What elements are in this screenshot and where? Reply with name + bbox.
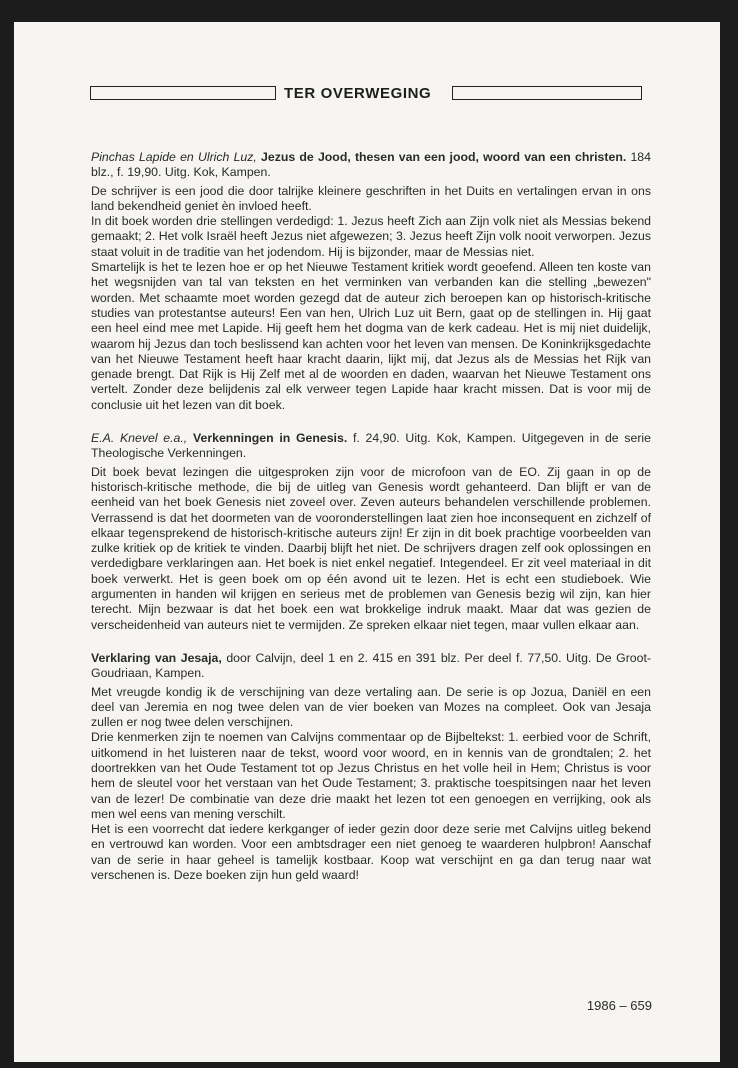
review-genesis — [91, 431, 651, 633]
page — [14, 22, 720, 1062]
book-citation — [91, 651, 651, 682]
review-paragraph: Drie kenmerken zijn te noemen van Calvijns commentaar op de Bijbeltekst: 1. eerbied voor de Schrift, uitkomend in het luisteren naar de tekst, woord voor woord, en in kennis van de grondtalen; 2. het doortrekken van het Oude Testament tot op Jezus Christus en het volle heil in Hem; Christus is voor hem de sleutel voor het verstaan van het Oude Testament; 3. praktische toespitsingen naar het leven van de lezer! De combinatie van deze drie maakt het lezen tot een genoegen en verrijking, ook als men wel eens van mening verschilt. — [91, 730, 651, 821]
book-details: 184 blz., f. 19,90. Uitg. Kok, Kampen. — [91, 150, 651, 180]
review-paragraph: Smartelijk is het te lezen hoe er op het Nieuwe Testament kritiek wordt geoefend. Alleen ten koste van het wegsnijden van tal van teksten en het verminken van verbanden kan die stelling „bewezen" worden. Met schaamte moet worden gezegd dat de auteur zich beroepen kan op historisch-kritische studies van protestantse auteurs! Een van hen, Ulrich Luz uit Bern, gaat op de stellingen in. Hij gaat een heel eind mee met Lapide. Hij geeft hem het dogma van de kerk cadeau. Het is mij niet duidelijk, waarom hij Jezus dan toch beslissend kan achten voor het leven van mensen. De Koninkrijksgedachte van het Nieuwe Testament heeft haar kracht daarin, lijkt mij, dat Jezus als de Messias het Rijk van genade brengt. Dat Rijk is Hij Zelf met al de woorden en daden, waarvan het Nieuwe Testament ons vertelt. Zonder deze belijdenis zal elk verweer tegen Lapide haar kracht missen. Dat is voor mij de conclusie uit het lezen van dit boek. — [91, 260, 651, 412]
review-paragraph: Dit boek bevat lezingen die uitgesproken zijn voor de microfoon van de EO. Zij gaan in op de historisch-kritische methode, die bij de uitleg van Genesis wordt gehanteerd. Dan blijft er van de eenheid van het boek Genesis niet zoveel over. Zeven auteurs behandelen verschillende problemen. Verrassend is dat het doormeten van de vooronderstellingen laat zien hoe inconsequent en zichzelf of elkaar tegensprekend de historisch-kritische auteurs zijn! Er zijn in dit boek prachtige voorbeelden van zulke kritiek op de kritiek te vinden. Daarbij blijft het niet. De schrijvers dragen zelf ook oplossingen en verdedigbare verklaringen aan. Het boek is niet enkel negatief. Integendeel. Er zit veel materiaal in dit boek verwerkt. Het is geen boek om op één avond uit te lezen. Het is echt een studieboek. Wie argumenten in handen wil krijgen en serieus met de problemen van Genesis bezig wil zijn, kan hier terecht. Mijn bezwaar is dat het boek een wat brokkelige indruk maakt. Maar dat was gezien de verscheidenheid van auteurs niet te vermijden. Ze spreken elkaar niet tegen, maar vullen elkaar aan. — [91, 464, 651, 632]
review-jesaja — [91, 651, 651, 883]
section-title: TER OVERWEGING — [284, 85, 432, 102]
book-title: Verkenningen in Genesis. — [192, 431, 348, 446]
header-rule-right — [452, 86, 642, 100]
review-paragraph: Met vreugde kondig ik de verschijning van deze vertaling aan. De serie is op Jozua, Daniël en een deel van Jeremia en nog twee delen van de vier boeken van Mozes na compleet. Ook van Jesaja zullen er nog twee delen verschijnen. — [91, 684, 651, 730]
book-title: Verklaring van Jesaja, — [91, 650, 222, 665]
review-paragraph: Het is een voorrecht dat iedere kerkganger of ieder gezin door deze serie met Calvijns uitleg bekend en vertrouwd kan worden. Voor een ambtsdrager een niet genoeg te waarderen hulpbron! Aanschaf van de serie in haar geheel is tamelijk kostbaar. Koop wat verschijnt en ga dan terug naar wat verschenen is. Deze boeken zijn hun geld waard! — [91, 822, 651, 883]
section-header — [90, 82, 644, 106]
book-author: E.A. Knevel e.a., — [91, 431, 188, 446]
review-lapide — [91, 150, 651, 413]
book-title: Jezus de Jood, thesen van een jood, woord van een christen. — [261, 150, 627, 164]
article-body — [91, 150, 651, 901]
book-citation — [91, 431, 651, 462]
book-author: Pinchas Lapide en Ulrich Luz, — [91, 150, 257, 164]
review-paragraph: De schrijver is een jood die door talrijke kleinere geschriften in het Duits en vertalingen ervan in ons land bekendheid geniet èn invloed heeft. — [91, 183, 651, 213]
page-number: 1986 – 659 — [586, 998, 652, 1013]
header-rule-left — [90, 86, 276, 100]
book-citation — [91, 150, 651, 181]
book-details: f. 24,90. Uitg. Kok, Kampen. Uitgegeven in de serie Theologische Verkenningen. — [91, 431, 651, 461]
review-paragraph: In dit boek worden drie stellingen verdedigd: 1. Jezus heeft Zich aan Zijn volk niet als Messias bekend gemaakt; 2. Het volk Israël heeft Jezus niet afgewezen; 3. Jezus heeft Zijn volk nooit verworpen. Jezus staat voluit in de traditie van het jodendom. Hij is bijzonder, maar de Messias niet. — [91, 214, 651, 259]
book-details: door Calvijn, deel 1 en 2. 415 en 391 blz. Per deel f. 77,50. Uitg. De Groot-Goudriaan, Kampen. — [91, 650, 651, 681]
